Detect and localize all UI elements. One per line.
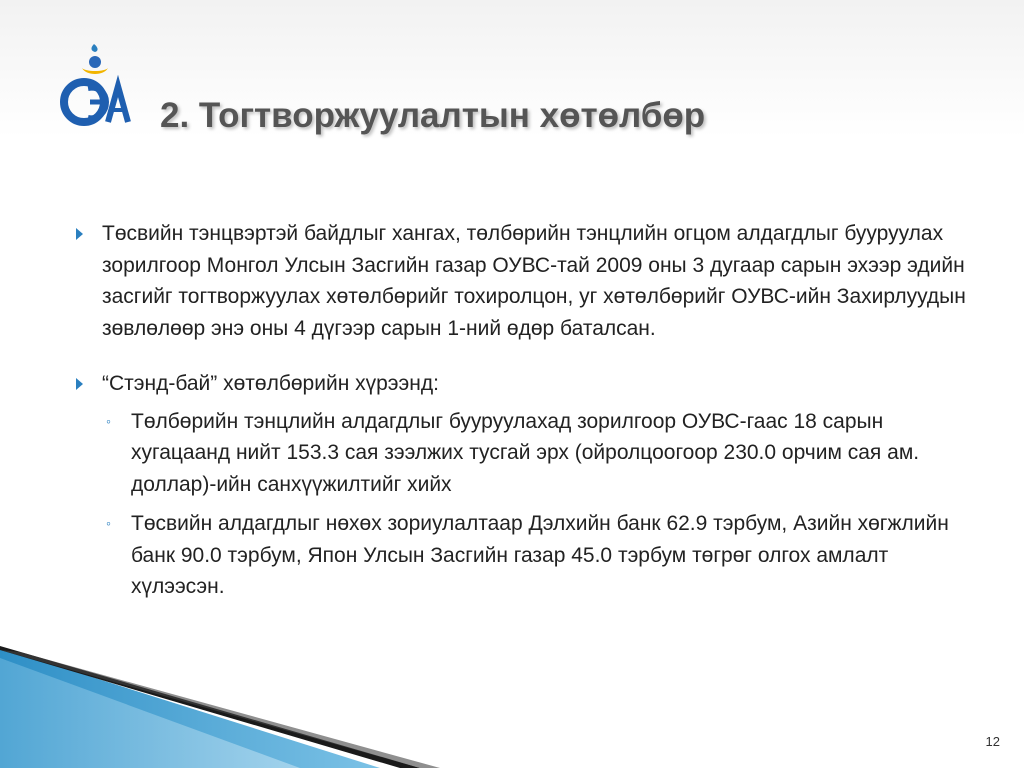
circle-bullet-icon: ◦ [106, 515, 111, 531]
slide-title: 2. Тогтворжуулалтын хөтөлбөр [160, 96, 706, 135]
triangle-bullet-icon [76, 228, 83, 240]
sub-bullet-text: Төлбөрийн тэнцлийн алдагдлыг бууруулахад зорилгоор ОУВС-гаас 18 сарын хугацаанд нийт 153.3 сая зээлжих тусгай эрх (ойролцоогоор 230.0 орчим сая ам. доллар)-ийн санхүүжилтийг хийх [131, 409, 920, 496]
page-number: 12 [985, 734, 1000, 749]
bullet-text: “Стэнд-бай” хөтөлбөрийн хүрээнд: [102, 372, 439, 395]
sub-bullet-text: Төсвийн алдагдлыг нөхөх зориулалтаар Дэлхийн банк 62.9 тэрбум, Азийн хөгжлийн банк 90.0 тэрбум, Япон Улсын Засгийн газар 45.0 тэрбум төгрөг олгох амлалт хүлээсэн. [131, 512, 949, 598]
slide-content [76, 218, 976, 611]
bullet-text: Төсвийн тэнцвэртэй байдлыг хангах, төлбөрийн тэнцлийн огцом алдагдлыг бууруулах зорилгоор Монгол Улсын Засгийн газар ОУВС-тай 2009 оны 3 дугаар сарын эхээр эдийн засгийг тогтворжуулах хөтөлбөрийг тохиролцон, уг хөтөлбөрийг ОУВС-ийн Захирлуудын зөвлөлөөр энэ оны 4 дүгээр сарын 1-ний өдөр баталсан. [102, 222, 966, 340]
sub-bullet-item [104, 508, 976, 603]
logo-icon [60, 38, 132, 130]
triangle-bullet-icon [76, 378, 83, 390]
circle-bullet-icon: ◦ [106, 412, 111, 429]
bullet-item [76, 368, 976, 400]
sub-bullet-item [104, 406, 976, 501]
bullet-item [76, 218, 976, 344]
